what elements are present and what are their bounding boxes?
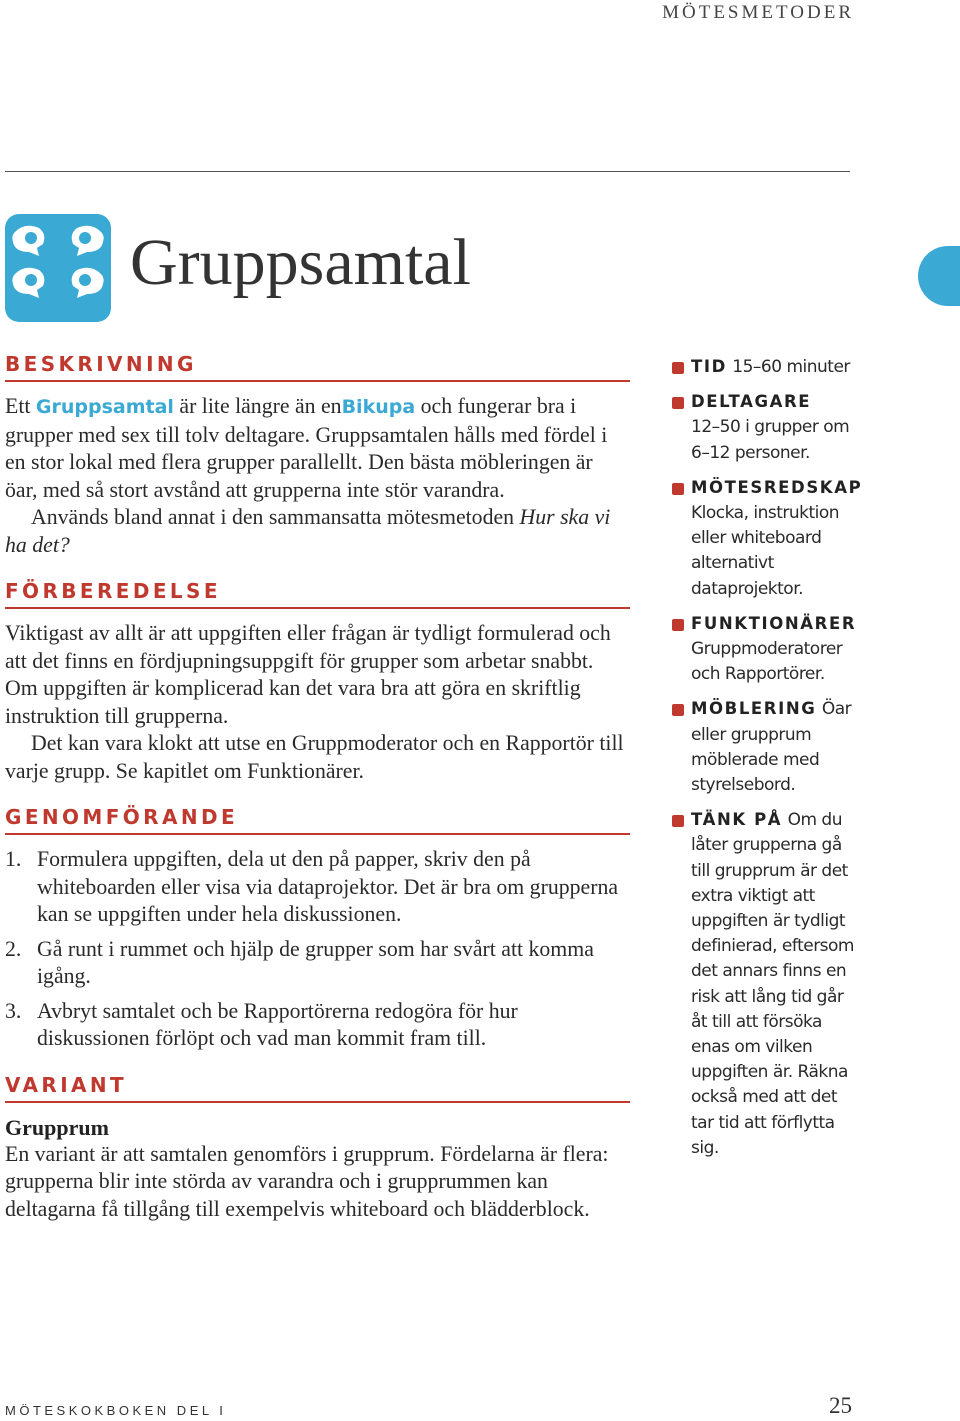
section-genomforande xyxy=(5,803,630,1053)
preparation-paragraph: Viktigast av allt är att uppgiften eller frågan är tydligt formulerad och att det finns en fördjupningsuppgift för grupper som arbetar snabbt. Om uppgiften är komplicerad kan det vara bra att göra en skriftlig instruktion till grupperna. xyxy=(5,621,611,728)
section-variant xyxy=(5,1071,630,1224)
keyword-bikupa: Bikupa xyxy=(341,396,416,418)
variant-subheading: Grupprum xyxy=(5,1114,109,1140)
footer-book-title: MÖTESKOKBOKEN DEL I xyxy=(5,1403,227,1418)
list-item: 1. Formulera uppgiften, dela ut den på papper, skriv den på whiteboarden eller visa via dataprojektor. Det är bra om grupperna kan se uppgiften under hela diskussionen. xyxy=(5,847,619,926)
bullet-icon xyxy=(672,704,684,716)
list-item: 2. Gå runt i rummet och hjälp de grupper som har svårt att komma igång. xyxy=(5,936,594,988)
fact-item: FUNKTIONÄRER Gruppmoderatorer och Rapportörer. xyxy=(672,611,857,688)
bullet-icon xyxy=(672,815,684,827)
section-heading: FÖRBEREDELSE xyxy=(5,577,630,609)
running-head: MÖTESMETODER xyxy=(662,2,854,23)
fact-item: MÖTESREDSKAP Klocka, instruktion eller whiteboard alternativt dataprojektor. xyxy=(672,475,857,602)
section-heading: VARIANT xyxy=(5,1071,630,1103)
fact-item: TÄNK PÅ Om du låter grupperna gå till grupprum är det extra viktigt att uppgiften är tydligt definierad, eftersom det annars finns en risk att lång tid går åt till att försöka enas om vilken uppgiften är. Räkna också med att det tar tid att förflytta sig. xyxy=(672,807,857,1161)
steps-list xyxy=(5,846,630,1053)
section-heading: BESKRIVNING xyxy=(5,350,630,382)
bullet-icon xyxy=(672,397,684,409)
preparation-paragraph-2: Det kan vara klokt att utse en Gruppmoderator och en Rapportör till varje grupp. Se kapitlet om Funktionärer. xyxy=(5,731,624,783)
section-beskrivning xyxy=(5,350,630,559)
main-column xyxy=(5,350,630,1241)
page-title: Gruppsamtal xyxy=(130,226,471,299)
method-reference: Hur ska vi ha det? xyxy=(5,505,611,557)
bullet-icon xyxy=(672,619,684,631)
section-heading: GENOMFÖRANDE xyxy=(5,803,630,835)
fact-item: MÖBLERING Öar eller grupprum möblerade med styrelsebord. xyxy=(672,696,857,798)
variant-paragraph: En variant är att samtalen genomförs i grupprum. Fördelarna är flera: grupperna blir inte störda av varandra och i grupprummen kan deltagarna få tillgång till exempelvis whiteboard och blädderblock. xyxy=(5,1141,609,1221)
description-paragraph: Ett Gruppsamtal är lite längre än enBikupa och fungerar bra i grupper med sex till tolv deltagare. Gruppsamtalen hålls med fördel i en stor lokal med flera grupper parallellt. Den bästa möbleringen är öar, med så stort avstånd att grupperna inte stör varandra. xyxy=(5,394,608,502)
list-item: 3. Avbryt samtalet och be Rapportörerna redogöra för hur diskussionen förlöpt och vad man kommit fram till. xyxy=(5,998,518,1050)
description-paragraph-2: Används bland annat i den sammansatta mötesmetoden Hur ska vi ha det? xyxy=(5,505,611,557)
bullet-icon xyxy=(672,362,684,374)
keyword-gruppsamtal: Gruppsamtal xyxy=(35,396,174,418)
fact-item: TID 15–60 minuter xyxy=(672,354,857,380)
page-number: 25 xyxy=(829,1393,852,1418)
bullet-icon xyxy=(672,483,684,495)
section-forberedelse xyxy=(5,577,630,785)
fact-item: DELTAGARE 12–50 i grupper om 6–12 personer. xyxy=(672,389,857,466)
faces-speech-bubbles-icon xyxy=(5,214,111,322)
top-rule xyxy=(5,171,850,172)
chapter-tab xyxy=(918,246,960,306)
facts-sidebar xyxy=(672,354,863,1170)
